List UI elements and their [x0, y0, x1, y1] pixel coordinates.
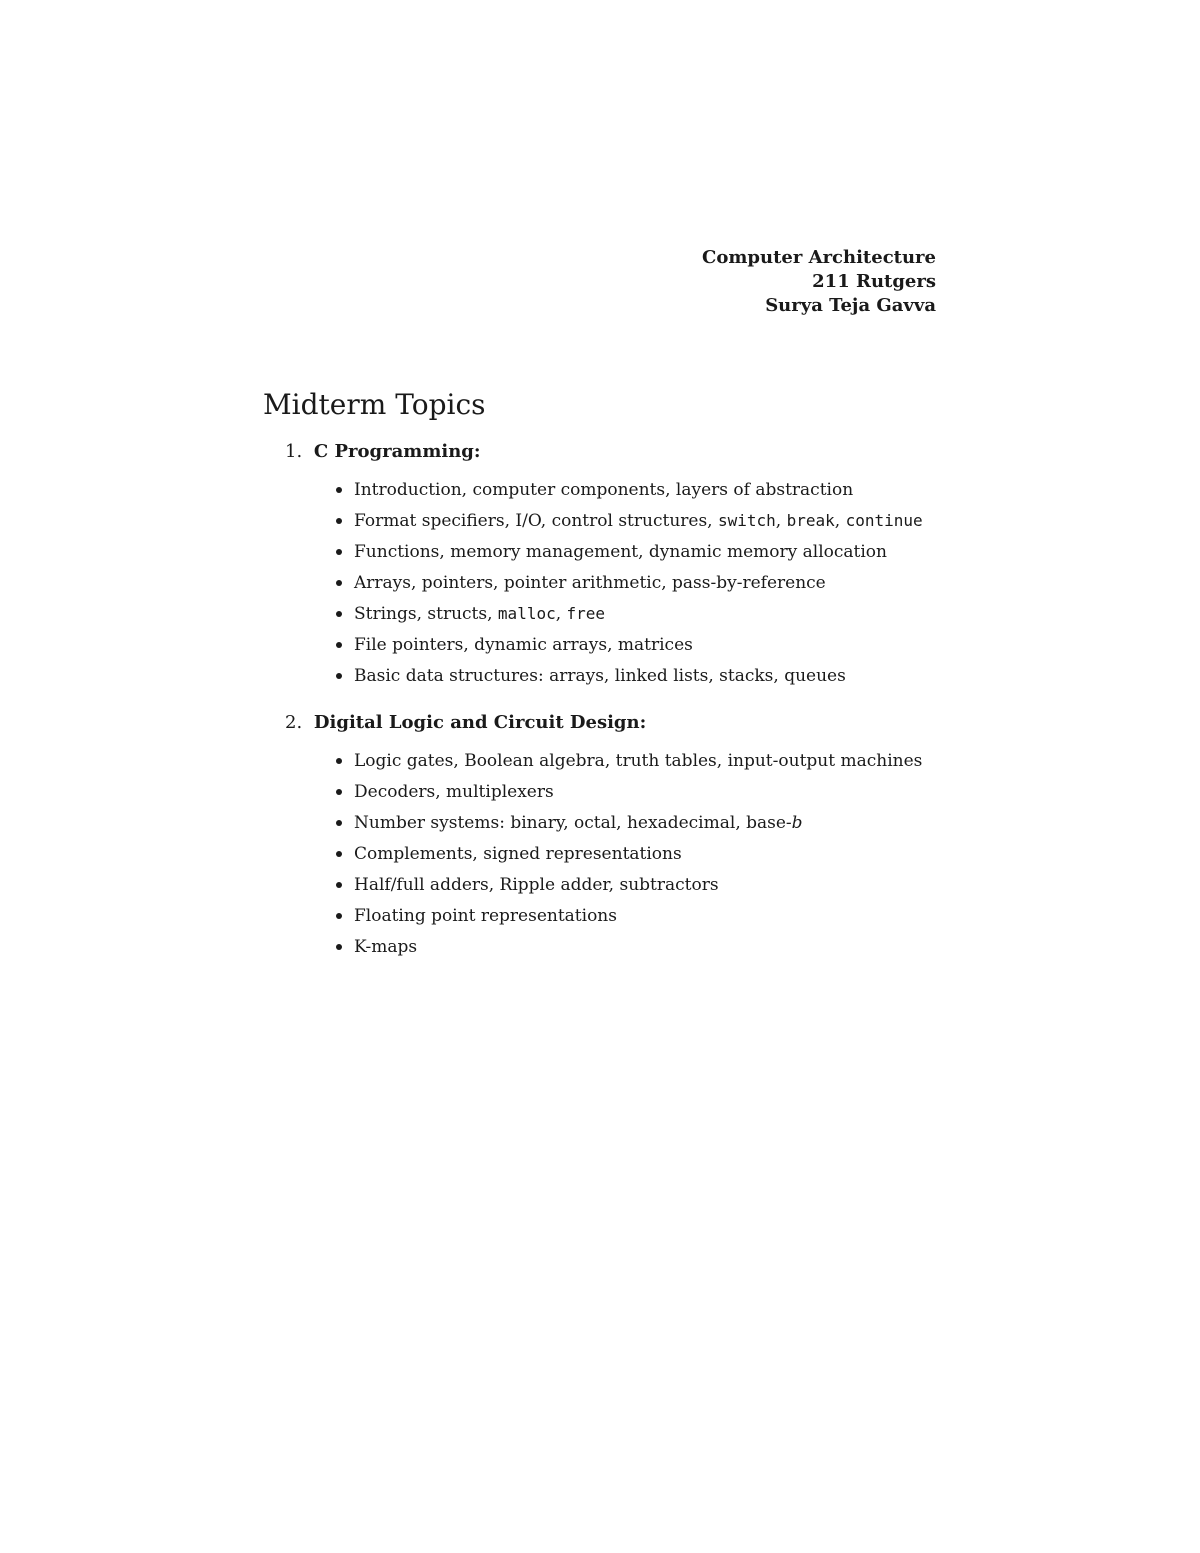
section-number: 1. [285, 441, 303, 462]
list-item-text [354, 604, 605, 624]
section-number: 2. [285, 712, 303, 733]
list-item [263, 511, 963, 542]
list-item-text: Functions, memory management, dynamic memory allocation [354, 542, 887, 562]
list-item-text [354, 511, 923, 531]
code-keyword: switch [717, 511, 776, 530]
list-item [263, 813, 963, 844]
bullet-icon [336, 518, 342, 524]
bullet-icon [336, 789, 342, 795]
bullet-icon [336, 851, 342, 857]
list-item-text [354, 813, 803, 833]
text-run: Strings, structs, [354, 604, 498, 624]
bullet-icon [336, 944, 342, 950]
list-item [263, 844, 963, 875]
page-title: Midterm Topics [263, 388, 486, 421]
bullet-icon [336, 820, 342, 826]
text-run: , [834, 511, 846, 531]
list-item-text: Arrays, pointers, pointer arithmetic, pass-by-reference [354, 573, 826, 593]
bullet-icon [336, 673, 342, 679]
bullet-icon [336, 549, 342, 555]
list-item [263, 666, 963, 697]
list-item-text: Decoders, multiplexers [354, 782, 554, 802]
section-heading-digital-logic [263, 711, 963, 735]
list-item-text: K-maps [354, 937, 418, 957]
bullet-icon [336, 882, 342, 888]
list-item [263, 875, 963, 906]
list-item-text: File pointers, dynamic arrays, matrices [354, 635, 693, 655]
section-spacer [263, 697, 963, 711]
list-item [263, 573, 963, 604]
code-keyword: break [786, 511, 835, 530]
topics-list [263, 440, 963, 968]
list-item [263, 782, 963, 813]
math-variable: b [791, 813, 803, 833]
text-run: , [555, 604, 567, 624]
author-name: Surya Teja Gavva [765, 295, 936, 316]
text-run: Number systems: binary, octal, hexadecimal, base- [354, 813, 792, 833]
text-run: Format specifiers, I/O, control structures, [354, 511, 718, 531]
course-name: Computer Architecture [702, 247, 936, 268]
bullet-icon [336, 642, 342, 648]
list-item [263, 937, 963, 968]
list-item [263, 906, 963, 937]
topic-list-c-programming [263, 480, 963, 697]
bullet-icon [336, 580, 342, 586]
topic-list-digital-logic [263, 751, 963, 968]
code-keyword: malloc [497, 604, 556, 623]
list-item-text: Basic data structures: arrays, linked lists, stacks, queues [354, 666, 846, 686]
list-item [263, 751, 963, 782]
text-run: , [775, 511, 787, 531]
list-item-text: Complements, signed representations [354, 844, 682, 864]
bullet-icon [336, 758, 342, 764]
bullet-icon [336, 611, 342, 617]
document-header [702, 246, 936, 318]
section-title: Digital Logic and Circuit Design: [313, 712, 647, 733]
course-code: 211 Rutgers [812, 271, 936, 292]
list-item [263, 480, 963, 511]
list-item-text: Logic gates, Boolean algebra, truth tables, input-output machines [354, 751, 923, 771]
code-keyword: continue [845, 511, 923, 530]
section-heading-c-programming [263, 440, 963, 464]
list-item [263, 542, 963, 573]
list-item [263, 604, 963, 635]
section-title: C Programming: [313, 441, 481, 462]
list-item [263, 635, 963, 666]
list-item-text: Introduction, computer components, layers of abstraction [354, 480, 854, 500]
list-item-text: Half/full adders, Ripple adder, subtractors [354, 875, 719, 895]
list-item-text: Floating point representations [354, 906, 617, 926]
code-keyword: free [566, 604, 606, 623]
bullet-icon [336, 487, 342, 493]
bullet-icon [336, 913, 342, 919]
